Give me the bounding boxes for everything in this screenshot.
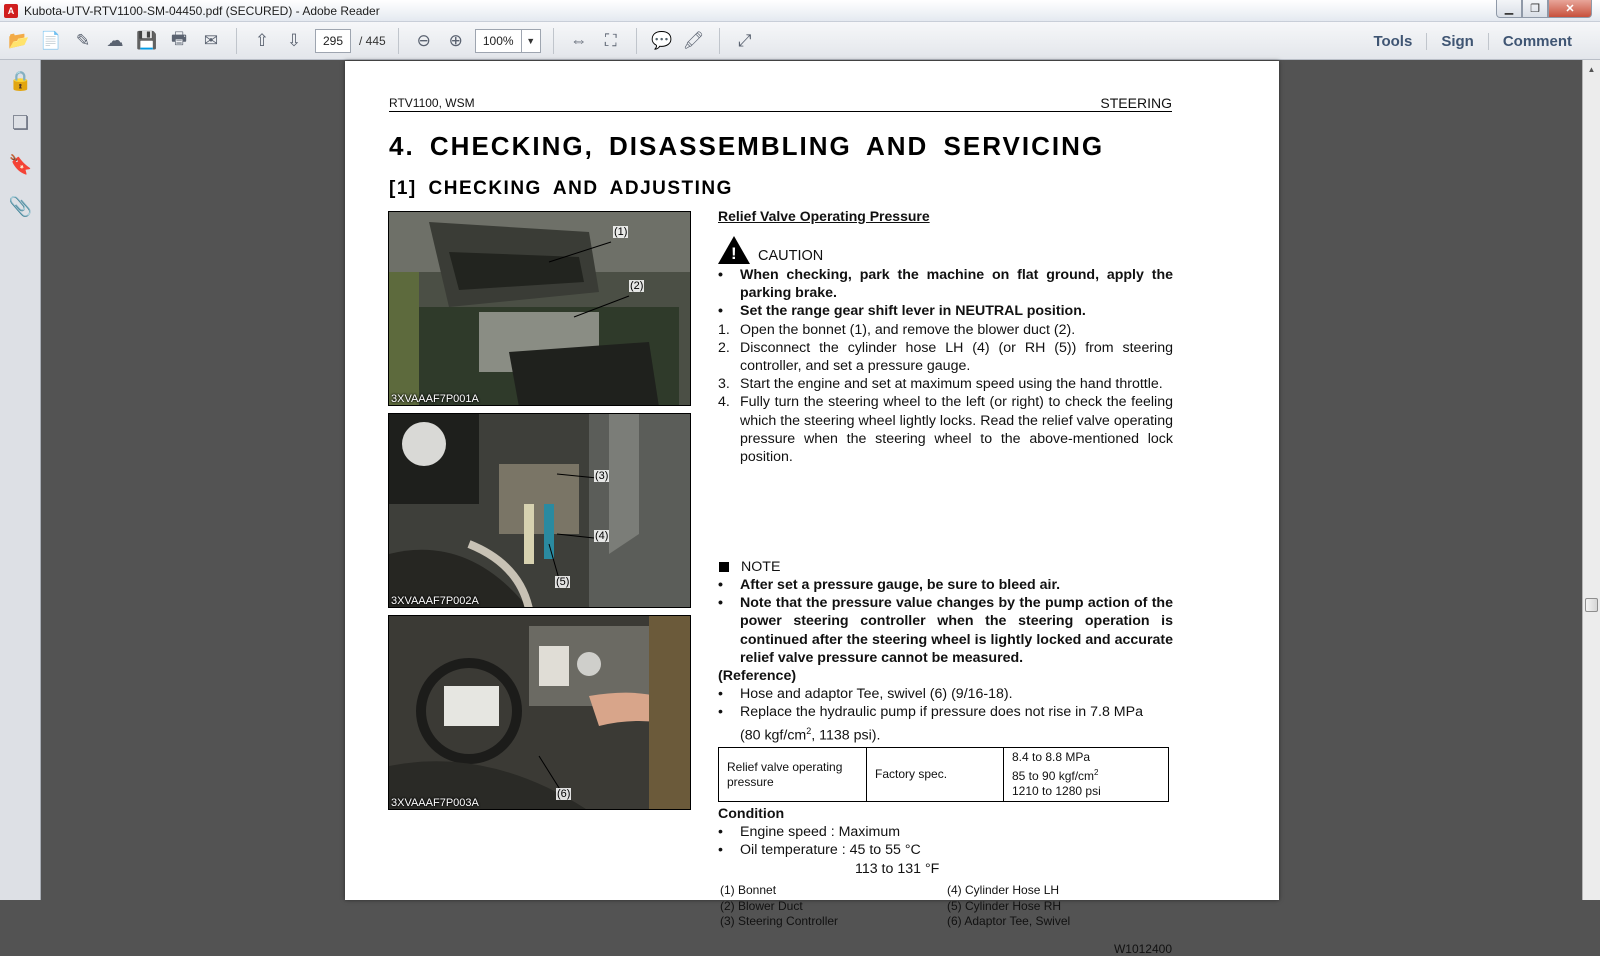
list-item: 3. Start the engine and set at maximum speed using the hand throttle.	[718, 376, 1163, 393]
list-item: • When checking, park the machine on flat ground, apply the parking brake.	[718, 267, 1173, 302]
pdf-icon: A	[4, 4, 18, 18]
condition-continuation: 113 to 131 °F	[855, 860, 940, 877]
note-label: NOTE	[741, 559, 781, 575]
toolbar-separator	[636, 28, 637, 54]
vertical-scrollbar[interactable]	[1582, 60, 1600, 900]
table-row	[719, 748, 1169, 802]
callout-5: (5)	[556, 576, 570, 588]
read-mode-icon[interactable]: ⤢	[737, 30, 752, 50]
note-list	[718, 576, 1173, 745]
title-bar	[0, 0, 1600, 22]
list-item: • Hose and adaptor Tee, swivel (6) (9/16-18).	[718, 686, 1013, 703]
attachment-icon[interactable]: 📎	[8, 197, 33, 218]
chapter-heading: 4. CHECKING, DISASSEMBLING AND SERVICING	[389, 131, 1105, 161]
scroll-up-icon[interactable]: ▲	[1587, 64, 1596, 74]
callout-2: (2)	[630, 280, 644, 292]
scroll-thumb[interactable]	[1585, 598, 1598, 612]
minimize-button[interactable]: ▁	[1496, 0, 1522, 18]
zoom-value: 100%	[476, 30, 522, 52]
fit-width-icon[interactable]: ⇔	[570, 30, 588, 50]
spec-values: 8.4 to 8.8 MPa 85 to 90 kgf/$cm^2$ 1210 to 1280 psi	[1004, 748, 1169, 802]
photo-steering-controller	[388, 413, 691, 608]
legend-left	[720, 883, 838, 930]
photo-bonnet	[388, 211, 691, 406]
page-total: / 445	[359, 33, 386, 48]
chevron-down-icon[interactable]: ▼	[526, 35, 536, 46]
fit-page-icon[interactable]: ⛶	[604, 30, 617, 50]
callout-6: (6)	[557, 788, 571, 800]
list-item: • After set a pressure gauge, be sure to bleed air.	[718, 577, 1061, 593]
caution-label: CAUTION	[758, 248, 824, 264]
email-icon[interactable]: ✉	[203, 30, 219, 50]
list-item: • Set the range gear shift lever in NEUTRAL position.	[718, 303, 1086, 320]
upload-icon[interactable]: ☁	[106, 30, 124, 50]
spec-table	[718, 747, 1169, 802]
photo-caption: 3XVAAAF7P002A	[391, 595, 479, 607]
condition-block	[718, 805, 1173, 878]
zoom-out-icon[interactable]: ⊖	[416, 30, 431, 50]
legend-item: (6) Adaptor Tee, Swivel	[947, 914, 1071, 928]
list-item: • Oil temperature : 45 to 55 °C	[718, 842, 921, 859]
legend-right	[947, 883, 1070, 930]
print-icon[interactable]: 🖶	[170, 29, 188, 48]
warning-triangle-icon	[718, 236, 750, 264]
spec-item: Relief valve operating pressure	[719, 748, 867, 802]
zoom-in-icon[interactable]: ⊕	[448, 30, 463, 50]
comment-bubble-icon[interactable]: 💬	[651, 30, 673, 50]
caution-list	[718, 266, 1173, 466]
bookmark-icon[interactable]: 🔖	[8, 155, 33, 176]
toolbar	[0, 22, 1600, 60]
photo-steering-controller-image	[389, 414, 691, 608]
list-item: • Note that the pressure value changes by the pump action of the power steering controller when the steering operation is continued after the steering wheel is lightly locked and accurate relief valve pressure cannot be measured.	[718, 595, 1173, 666]
create-pdf-icon[interactable]: 📄	[40, 30, 62, 50]
save-icon[interactable]: 💾	[136, 30, 158, 50]
section-heading: [1] CHECKING AND ADJUSTING	[389, 178, 733, 199]
photo-caption: 3XVAAAF7P003A	[391, 797, 479, 809]
pages-icon[interactable]: ❏	[11, 112, 30, 134]
maximize-button[interactable]: ❐	[1522, 0, 1548, 18]
photo-bonnet-image	[389, 212, 691, 406]
legend-item: (2) Blower Duct	[720, 898, 803, 913]
running-header-left: RTV1100, WSM	[389, 96, 475, 110]
legend-item: (1) Bonnet	[720, 883, 777, 897]
highlight-icon[interactable]: 🖍	[682, 30, 705, 50]
callout-3: (3)	[595, 470, 609, 482]
condition-label: Condition	[718, 806, 785, 822]
procedure-title: Relief Valve Operating Pressure	[718, 208, 930, 224]
callout-1: (1)	[614, 226, 628, 238]
window-controls	[1496, 0, 1592, 18]
open-icon[interactable]: 📂	[8, 30, 30, 50]
caution-heading	[718, 236, 823, 264]
note-heading	[718, 559, 780, 575]
tools-button[interactable]: Tools	[1373, 32, 1413, 50]
list-item: 4. Fully turn the steering wheel to the left (or right) to check the feeling which the steering wheel lightly locks. Read the relief valve operating pressure when the steering wheel to the above-mentioned lock position.	[718, 394, 1173, 466]
callout-4: (4)	[595, 530, 609, 542]
document-code: W1012400	[1113, 942, 1172, 956]
list-item: 2. Disconnect the cylinder hose LH (4) (or RH (5)) from steering controller, and set a pressure gauge.	[718, 339, 1173, 375]
square-bullet-icon	[719, 562, 729, 572]
list-item: 1. Open the bonnet (1), and remove the blower duct (2).	[718, 321, 1076, 338]
list-item: • Replace the hydraulic pump if pressure does not rise in 7.8 MPa (80 kgf/$cm^2$, 1138 psi).	[718, 704, 1143, 744]
legend-item: (3) Steering Controller	[720, 914, 839, 928]
spec-type: Factory spec.	[867, 748, 1004, 802]
pdf-page	[345, 61, 1279, 956]
next-page-icon[interactable]: ⇩	[286, 30, 302, 50]
legend-item: (4) Cylinder Hose LH	[947, 883, 1060, 897]
previous-page-icon[interactable]: ⇧	[254, 30, 270, 50]
header-rule	[389, 111, 1172, 112]
running-header-right: STEERING	[1100, 95, 1172, 111]
left-nav-pane	[0, 60, 41, 900]
edit-icon[interactable]: ✎	[75, 30, 91, 50]
zoom-select[interactable]	[475, 29, 541, 53]
list-item: • Engine speed : Maximum	[718, 824, 901, 841]
toolbar-separator	[236, 28, 237, 54]
sign-button[interactable]: Sign	[1426, 33, 1488, 50]
toolbar-panels	[1359, 22, 1586, 60]
photo-pressure-gauge-image	[389, 616, 691, 810]
page-number-input[interactable]: 295	[315, 29, 351, 53]
photo-pressure-gauge	[388, 615, 691, 810]
window-title: Kubota-UTV-RTV1100-SM-04450.pdf (SECURED) - Adobe Reader	[24, 3, 380, 18]
photo-caption: 3XVAAAF7P001A	[391, 393, 479, 405]
legend-item: (5) Cylinder Hose RH	[947, 898, 1062, 913]
comment-button[interactable]: Comment	[1488, 33, 1586, 50]
toolbar-separator	[553, 28, 554, 54]
reference-label: (Reference)	[718, 668, 797, 685]
close-button[interactable]: ✕	[1548, 0, 1592, 18]
toolbar-separator	[719, 28, 720, 54]
lock-icon[interactable]: 🔒	[8, 71, 33, 92]
toolbar-separator	[398, 28, 399, 54]
